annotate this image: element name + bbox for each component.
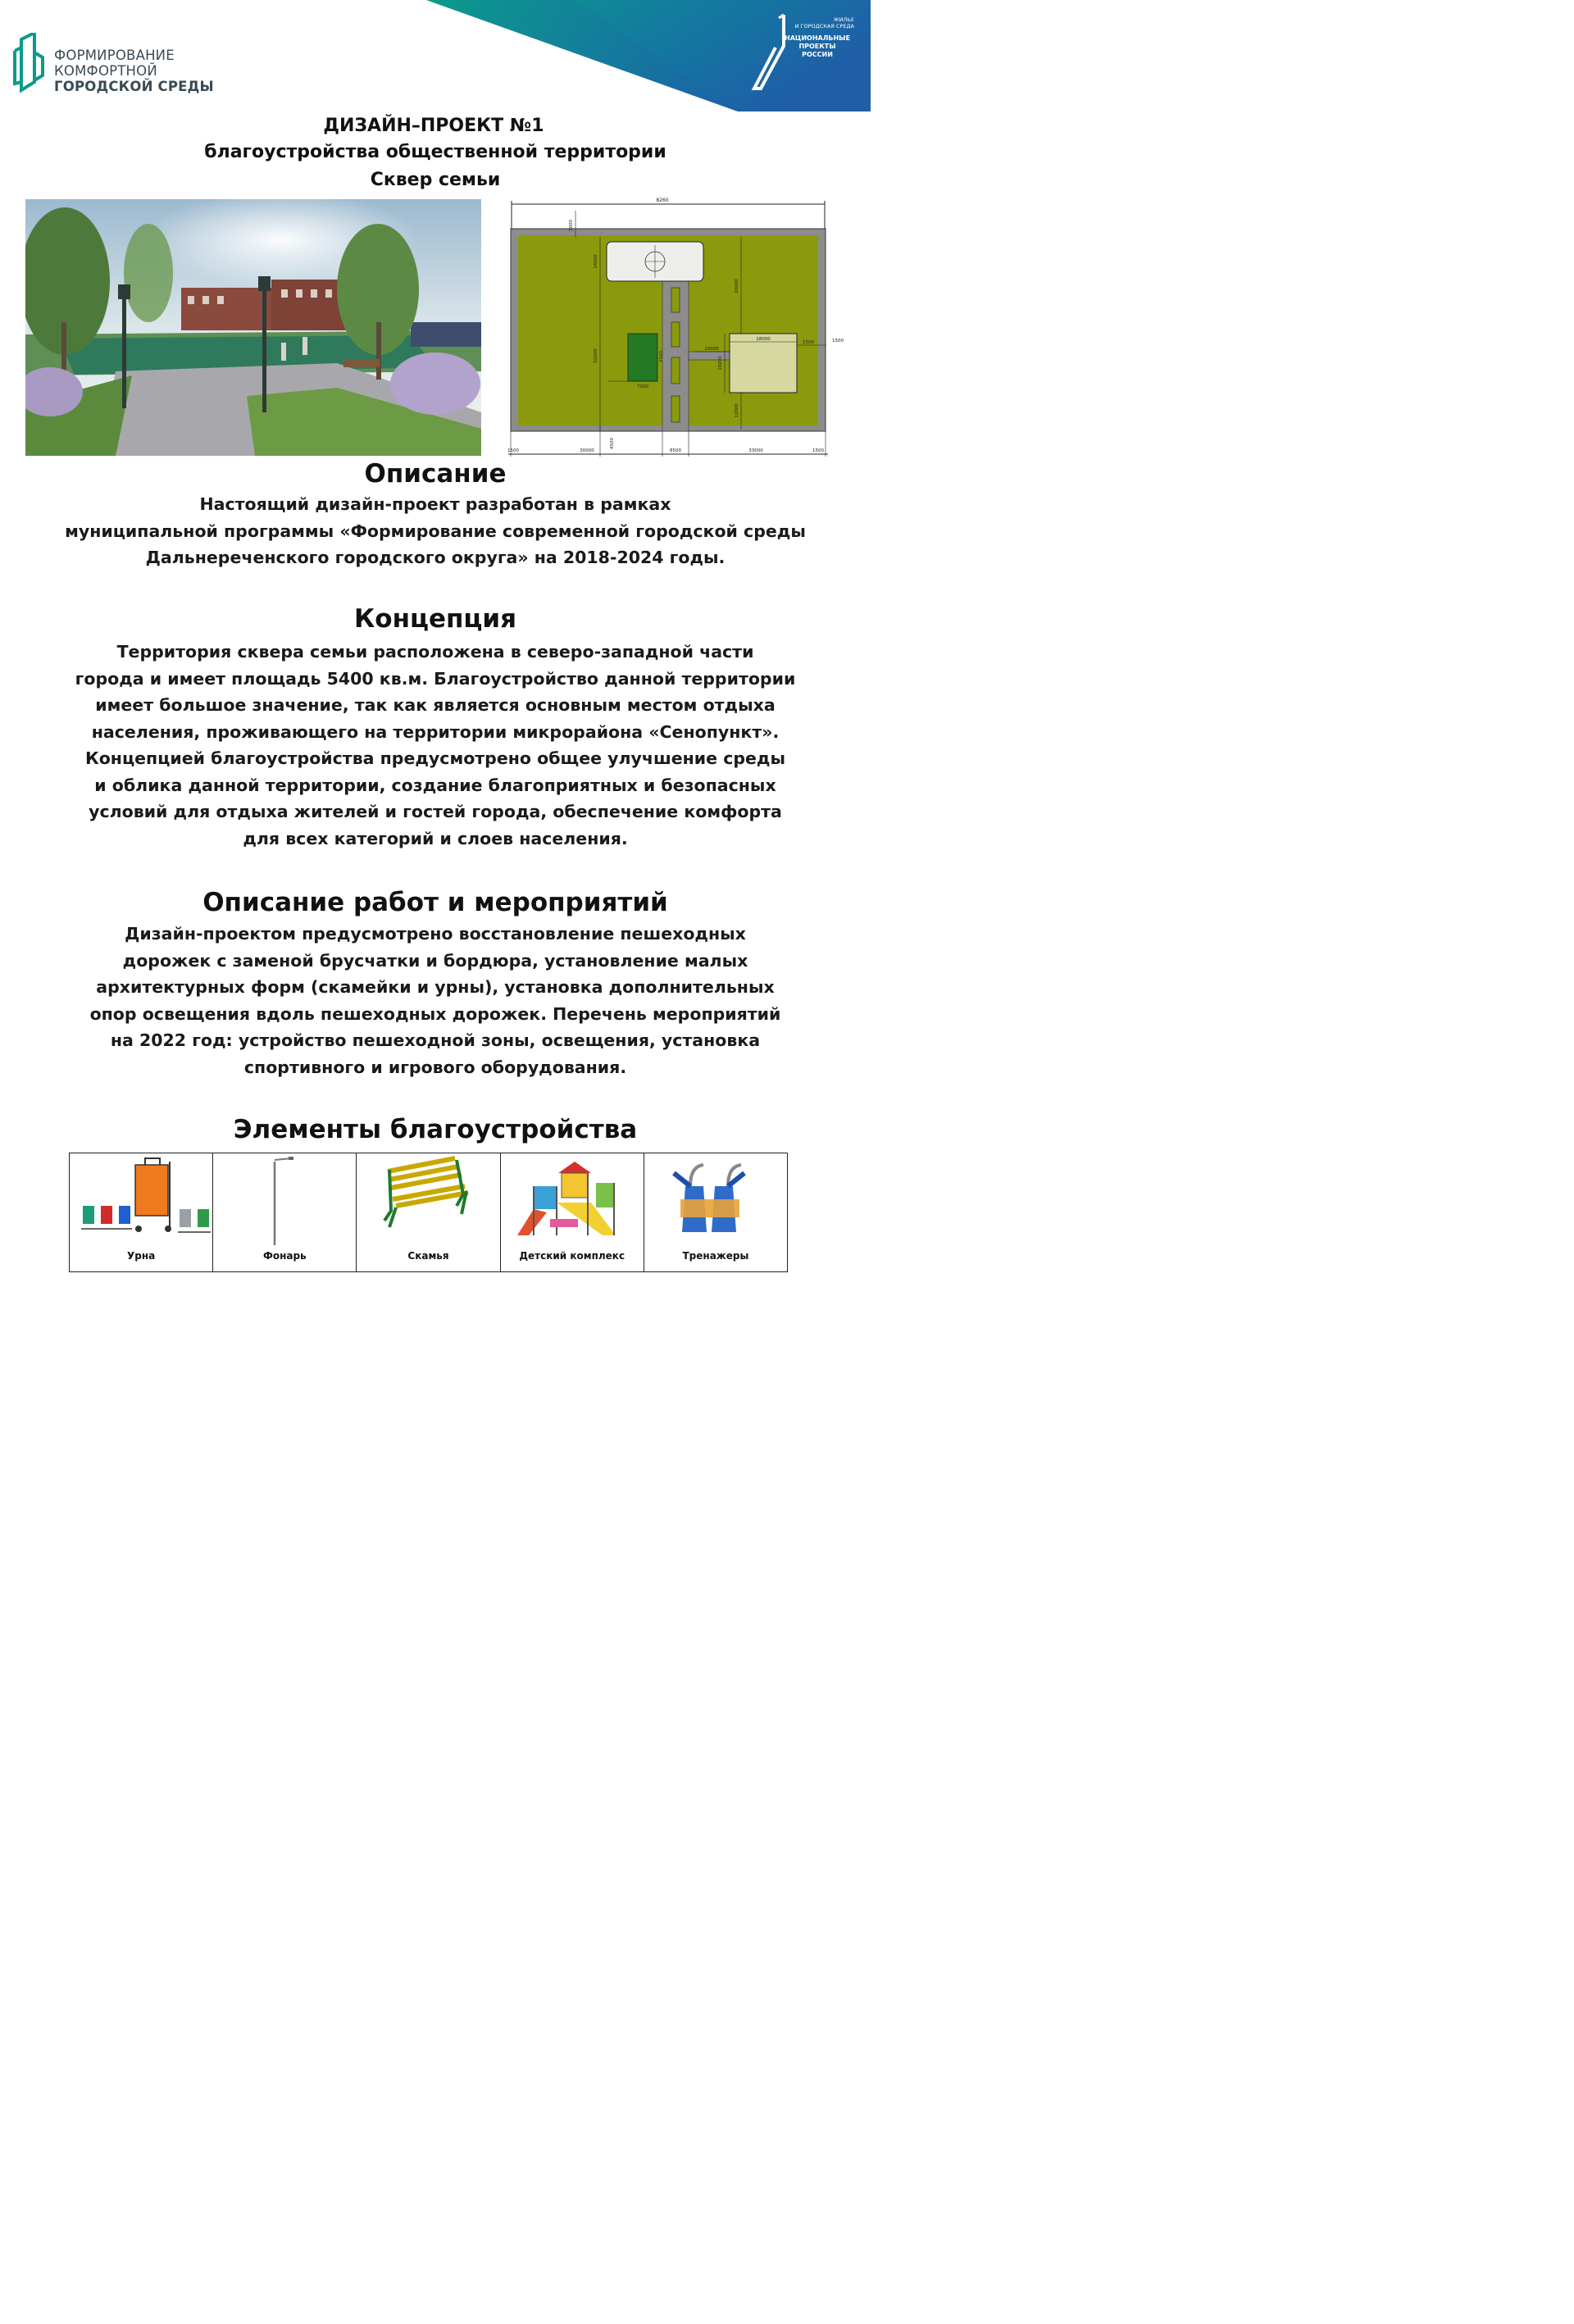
description-heading: Описание [364,459,507,489]
element-cell-street-lamp [213,1153,357,1271]
element-cell-exercise-equipment [644,1153,787,1271]
plan-dim-court-h: 19200 [718,356,723,371]
works-line: архитектурных форм (скамейки и урны), установка дополнительных [96,977,775,997]
park-render-image [25,199,481,456]
project-subtitle: благоустройства общественной территории [204,142,666,162]
plan-dim-court-w: 18000 [756,337,771,342]
description-text [0,491,871,571]
badge-line-3: НАЦИОНАЛЬНЫЕ [785,34,850,42]
plan-dim-rink-height: 14000 [594,254,598,269]
element-label-bench: Скамья [407,1250,449,1262]
plan-dim-path-width: 8500 [670,448,681,453]
bench-icon [357,1153,507,1250]
element-cell-playground [501,1153,644,1271]
element-label-playground: Детский комплекс [519,1250,626,1262]
concept-line: Концепцией благоустройства предусмотрено общее улучшение среды [84,748,786,768]
elements-table [69,1153,788,1272]
element-label-exercise-equipment: Тренажеры [682,1250,749,1262]
site-plan-drawing [502,196,844,463]
plan-dim-right-top: 26000 [735,279,739,293]
works-line: на 2022 год: устройство пешеходной зоны, освещения, установка [110,1030,761,1050]
works-line: спортивного и игрового оборудования. [243,1057,627,1077]
playground-icon [501,1153,645,1250]
plan-dim-edge-far: 1500 [832,339,844,343]
concept-line: города и имеет площадь 5400 кв.м. Благоустройство данной территории [75,668,796,689]
street-lamp-icon [213,1153,353,1250]
element-cell-trash-bin [70,1153,213,1271]
description-line: Настоящий дизайн-проект разработан в рамках [199,494,671,514]
plan-dim-left-height: 52000 [594,348,598,363]
national-projects-badge [780,16,854,59]
plan-dim-right-bottom: 12000 [735,403,739,418]
concept-line: условий для отдыха жителей и гостей города, обеспечение комфорта [89,802,782,821]
works-line: Дизайн-проектом предусмотрено восстановление пешеходных [125,924,746,944]
element-label-street-lamp: Фонарь [262,1250,307,1262]
works-line: опор освещения вдоль пешеходных дорожек. Перечень мероприятий [89,1003,781,1024]
project-title: ДИЗАЙН–ПРОЕКТ №1 [323,116,544,136]
description-line: Дальнереченского городского округа» на 2018-2024 годы. [145,548,726,567]
concept-line: населения, проживающего на территории микрорайона «Сенопункт». [91,721,780,742]
plan-dim-left-margin: 1500 [507,448,519,453]
logo-line-1: ФОРМИРОВАНИЕ [54,48,175,63]
element-cell-bench [357,1153,500,1271]
logo-line-3: ГОРОДСКОЙ СРЕДЫ [54,79,214,94]
logo-line-2: КОМФОРТНОЙ [54,63,157,79]
exercise-equipment-icon [644,1153,771,1250]
plan-dim-top-offset: 3000 [569,220,574,231]
project-name: Сквер семьи [370,170,501,190]
works-text [0,921,871,1080]
plan-dim-green-w: 7000 [637,384,648,389]
trash-bin-icon [70,1153,224,1250]
concept-heading: Концепция [353,604,517,634]
badge-line-5: РОССИИ [802,51,833,58]
element-label-trash-bin: Урна [126,1250,156,1262]
national-projects-banner [0,0,871,115]
plan-dim-right-block: 33000 [748,448,763,453]
plan-dim-bottom-small: 4500 [610,438,615,449]
concept-line: имеет большое значение, так как является основным местом отдыха [95,695,776,715]
concept-line: и облика данной территории, создание благоприятных и безопасных [94,775,776,795]
concept-line: Территория сквера семьи расположена в северо-западной части [116,642,754,662]
description-line: муниципальной программы «Формирование современной городской среды [65,521,806,541]
concept-line: для всех категорий и слоев населения. [243,828,628,848]
plan-dim-edge: 1500 [803,340,814,345]
works-heading: Описание работ и мероприятий [202,888,668,917]
concept-text [0,639,871,852]
elements-heading: Элементы благоустройства [233,1115,638,1144]
plan-dim-right-margin: 1500 [812,448,824,453]
badge-line-1: ЖИЛЬЕ [833,16,854,23]
plan-dim-left-block: 30000 [580,448,594,453]
plan-dim-link-w: 10000 [704,347,719,352]
plan-dim-path-side: 2500 [659,351,664,362]
works-line: дорожек с заменой брусчатки и бордюра, установление малых [122,950,748,971]
badge-line-4: ПРОЕКТЫ [798,43,836,50]
plan-dim-total: 8260 [656,198,669,203]
badge-line-2: И ГОРОДСКАЯ СРЕДА [794,23,854,30]
